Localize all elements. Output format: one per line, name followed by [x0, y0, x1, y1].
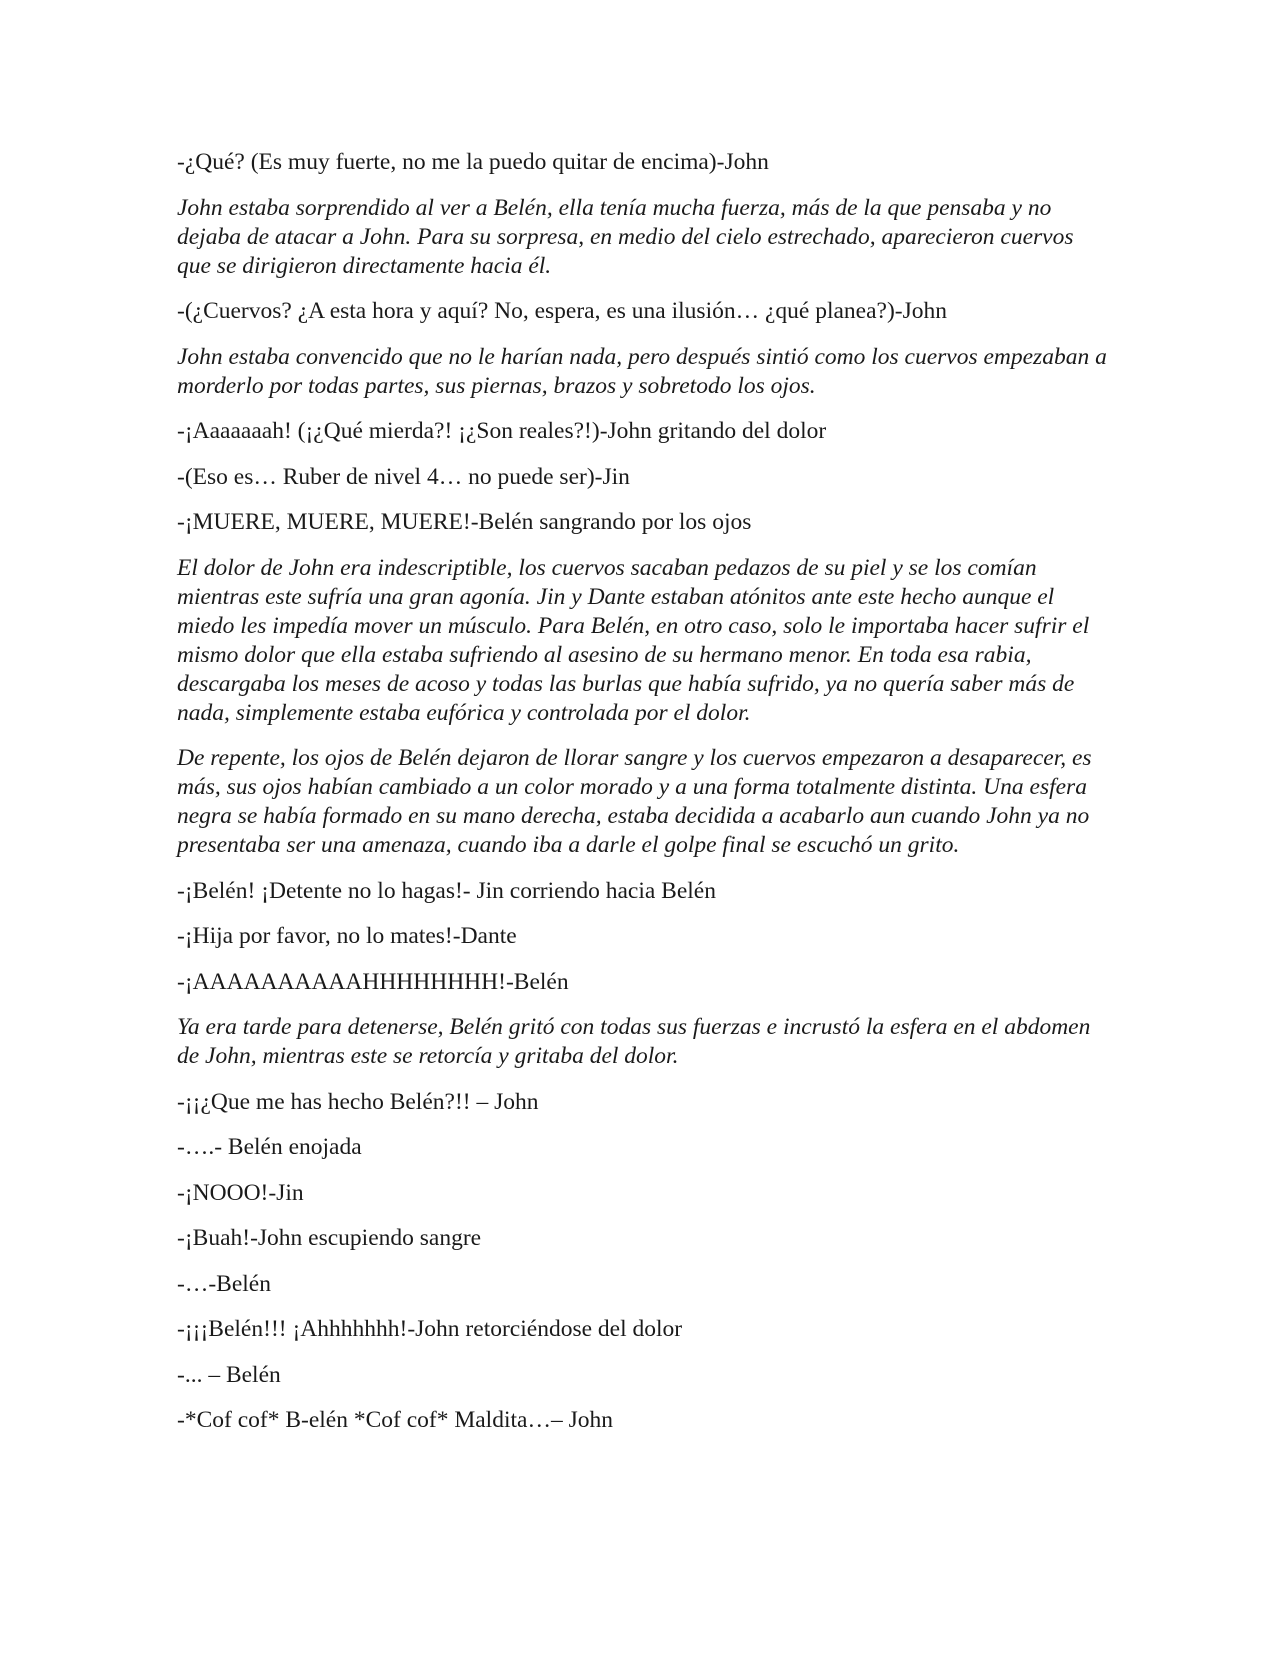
dialogue-line: -…-Belén: [177, 1270, 271, 1297]
dialogue-line: -¡Aaaaaaah! (¡¿Qué mierda?! ¡¿Son reales?!)-John gritando del dolor: [177, 418, 827, 444]
narration-paragraph: Ya era tarde para detenerse, Belén gritó con todas sus fuerzas e incrustó la esfera en el abdomen de John, mientras este se retorcía y gritaba del dolor.: [177, 1014, 1091, 1069]
document-body: [177, 148, 1107, 1452]
narration-paragraph: John estaba convencido que no le harían nada, pero después sintió como los cuervos empezaban a morderlo por todas partes, sus piernas, brazos y sobretodo los ojos.: [177, 343, 1107, 399]
narration-paragraph: John estaba sorprendido al ver a Belén, ella tenía mucha fuerza, más de la que pensaba y no dejaba de atacar a John. Para su sorpresa, en medio del cielo estrechado, aparecieron cuervos que se dirigieron directamente hacia él.: [177, 194, 1074, 279]
dialogue-line: -¡Hija por favor, no lo mates!-Dante: [177, 923, 517, 949]
dialogue-line: -¡¡¿Que me has hecho Belén?!! – John: [177, 1088, 539, 1115]
narration-paragraph: El dolor de John era indescriptible, los cuervos sacaban pedazos de su piel y se los comían mientras este sufría una gran agonía. Jin y Dante estaban atónitos ante este hecho aunque el miedo les impedía mover un músculo. Para Belén, en otro caso, solo le importaba hacer sufrir el mismo dolor que ella estaba sufriendo al asesino de su hermano menor. En toda esa rabia, descargaba los meses de acoso y todas las burlas que había sufrido, ya no quería saber más de nada, simplemente estaba eufórica y controlada por el dolor.: [177, 554, 1090, 726]
dialogue-line: -¡NOOO!-Jin: [177, 1179, 304, 1206]
dialogue-line: -¡¡¡Belén!!! ¡Ahhhhhhh!-John retorciéndose del dolor: [177, 1316, 683, 1342]
dialogue-line: -¡MUERE, MUERE, MUERE!-Belén sangrando por los ojos: [177, 509, 752, 535]
dialogue-line: -*Cof cof* B-elén *Cof cof* Maldita…– John: [177, 1407, 613, 1433]
dialogue-line: -... – Belén: [177, 1361, 281, 1388]
dialogue-line: -(Eso es… Ruber de nivel 4… no puede ser)-Jin: [177, 463, 630, 490]
dialogue-line: -¡Buah!-John escupiendo sangre: [177, 1225, 482, 1251]
dialogue-line: -¿Qué? (Es muy fuerte, no me la puedo quitar de encima)-John: [177, 149, 769, 175]
dialogue-line: -(¿Cuervos? ¿A esta hora y aquí? No, espera, es una ilusión… ¿qué planea?)-John: [177, 298, 948, 324]
dialogue-line: -¡AAAAAAAAAAHHHHHHHH!-Belén: [177, 968, 569, 995]
dialogue-line: -¡Belén! ¡Detente no lo hagas!- Jin corriendo hacia Belén: [177, 877, 716, 904]
dialogue-line: -….- Belén enojada: [177, 1134, 362, 1160]
narration-paragraph: De repente, los ojos de Belén dejaron de llorar sangre y los cuervos empezaron a desaparecer, es más, sus ojos habían cambiado a un color morado y a una forma totalmente distinta. Una esfera negra se había formado en su mano derecha, estaba decidida a acabarlo aun cuando John ya no presentaba ser una amenaza, cuando iba a darle el golpe final se escuchó un grito.: [177, 745, 1092, 858]
